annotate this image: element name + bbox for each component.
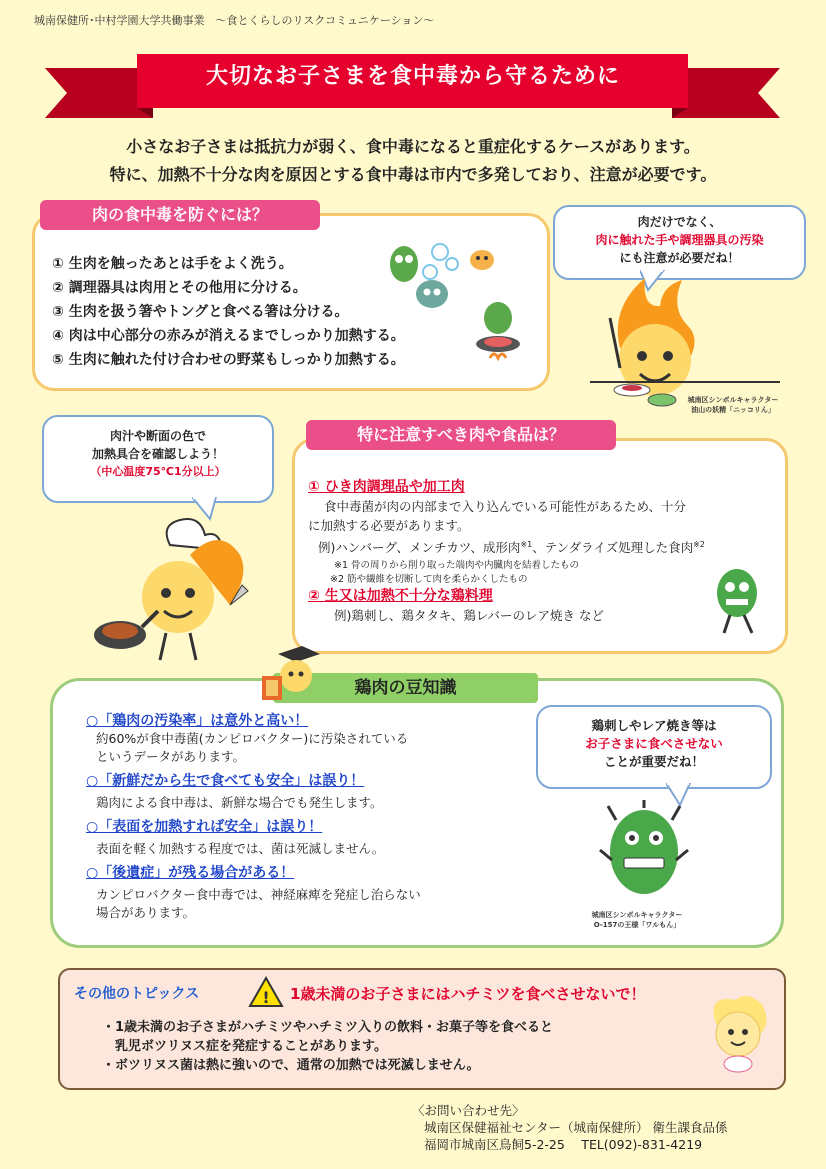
caption-line: 城南区シンボルキャラクター xyxy=(687,396,779,404)
warumon-caption xyxy=(572,910,702,930)
contact-line: 城南区保健福祉センター（城南保健所） 衛生課食品係 xyxy=(424,1120,728,1135)
tip-body xyxy=(86,886,421,922)
intro-line: 特に、加熱不十分な肉を原因とする食中毒は市内で多発しており、注意が必要です。 xyxy=(109,165,717,184)
tip-line: 鶏肉による食中毒は、新鮮な場合でも発生します。 xyxy=(96,795,383,810)
germs-illustration xyxy=(380,232,520,372)
tip-heading: ○「鶏肉の汚染率」は意外と高い！ xyxy=(86,713,309,729)
example-text: 例)ハンバーグ、メンチカツ、成形肉 xyxy=(318,540,521,556)
list-item: ⑤ 生肉に触れた付け合わせの野菜もしっかり加熱する。 xyxy=(52,352,405,368)
footnote: ※1 骨の周りから削り取った端肉や内臓肉を結着したもの xyxy=(334,560,580,572)
contact-line: 福岡市城南区鳥飼5-2-25 TEL(092)-831-4219 xyxy=(424,1137,703,1152)
tip-line: というデータがあります。 xyxy=(96,749,246,764)
tip-line: カンピロバクター食中毒では、神経麻痺を発症し治らない xyxy=(96,887,421,902)
svg-text:!: ! xyxy=(262,988,270,1007)
example-text: 、テンダライズ処理した食肉 xyxy=(532,540,694,556)
tip-body xyxy=(86,730,421,766)
attention-content xyxy=(308,478,778,625)
bubble-line: にも注意が必要だね！ xyxy=(619,251,740,265)
baby-character xyxy=(706,994,770,1074)
chicken-tips xyxy=(86,712,421,928)
speech-bubble-top xyxy=(553,205,806,280)
prevent-title: 肉の食中毒を防ぐには？ xyxy=(40,200,320,230)
footnote-mark: ※2 xyxy=(693,540,705,549)
attention-heading-2: ② 生又は加熱不十分な鶏料理 xyxy=(308,588,493,605)
contact-label: 〈お問い合わせ先〉 xyxy=(412,1103,525,1118)
caption-line: 城南区シンボルキャラクター xyxy=(591,911,683,919)
tip-line: 場合があります。 xyxy=(96,905,196,920)
warumon-character xyxy=(596,800,692,904)
other-topics-title: その他のトピックス xyxy=(74,986,200,1002)
prevent-list xyxy=(52,252,405,372)
attention-example-1 xyxy=(308,535,778,557)
attention-paragraph: に加熱する必要があります。 xyxy=(308,518,470,533)
germ-character-small xyxy=(712,565,762,637)
bubble-line: ことが重要だね！ xyxy=(603,754,704,769)
honey-warning: 1歳未満のお子さまにはハチミツを食べさせないで！ xyxy=(290,985,646,1003)
bubble-line: 鶏刺しやレア焼き等は xyxy=(591,718,717,733)
header-note: 城南保健所･中村学園大学共働事業 ～食とくらしのリスクコミュニケーション～ xyxy=(34,14,435,27)
contact-info xyxy=(412,1102,727,1153)
intro-text xyxy=(0,133,826,189)
attention-example-2: 例)鶏刺し、鶏タタキ、鶏レバーのレア焼き など xyxy=(334,608,604,624)
chicken-title: 鶏肉の豆知識 xyxy=(273,673,538,703)
chef-character xyxy=(90,515,270,665)
topic-line: ・ボツリヌス菌は熱に強いので、通常の加熱では死滅しません。 xyxy=(102,1058,480,1073)
attention-title: 特に注意すべき肉や食品は？ xyxy=(306,420,616,450)
caption-line: 油山の妖精「ニッコリん」 xyxy=(691,406,775,414)
scholar-character-icon xyxy=(262,646,324,702)
tip-heading: ○「新鮮だから生で食べても安全」は誤り！ xyxy=(86,773,365,789)
speech-bubble-right xyxy=(536,705,772,789)
attention-paragraph: 食中毒菌が肉の内部まで入り込んでいる可能性があるため、十分 xyxy=(324,499,687,514)
topic-line: 乳児ボツリヌス症を発症することがあります。 xyxy=(102,1039,387,1054)
topic-line: ・1歳未満のお子さまがハチミツやハチミツ入りの飲料・お菓子等を食べると xyxy=(102,1020,554,1035)
page-title: 大切なお子さまを食中毒から守るために xyxy=(205,64,620,89)
list-item: ② 調理器具は肉用とその他用に分ける。 xyxy=(52,280,307,296)
nikkorin-caption xyxy=(668,395,798,415)
list-item: ④ 肉は中心部分の赤みが消えるまでしっかり加熱する。 xyxy=(52,328,405,344)
tip-heading: ○「表面を加熱すれば安全」は誤り！ xyxy=(86,819,323,835)
footnote-mark: ※1 xyxy=(520,540,533,549)
speech-bubble-left xyxy=(42,415,274,503)
warning-icon xyxy=(248,976,284,1008)
tip-heading: ○「後遺症」が残る場合がある！ xyxy=(86,865,295,881)
tip-line: 約60%が食中毒菌(カンピロバクター)に汚染されている xyxy=(96,731,409,746)
bubble-line-highlight: お子さまに食べさせない xyxy=(585,736,723,751)
footnote: ※2 筋や繊維を切断して肉を柔らかくしたもの xyxy=(330,574,528,586)
list-item: ③ 生肉を扱う箸やトングと食べる箸は分ける。 xyxy=(52,304,349,320)
tip-body xyxy=(86,794,421,812)
tip-body xyxy=(86,840,421,858)
attention-heading-1: ① ひき肉調理品や加工肉 xyxy=(308,479,465,495)
intro-line: 小さなお子さまは抵抗力が弱く、食中毒になると重症化するケースがあります。 xyxy=(126,137,700,156)
bubble-line: 肉だけでなく、 xyxy=(637,215,722,229)
bubble-line-highlight: （中心温度75℃1分以上） xyxy=(90,465,226,478)
list-item: ① 生肉を触ったあとは手をよく洗う。 xyxy=(52,256,293,272)
caption-line: O-157の王様「ワルもん」 xyxy=(593,921,681,929)
other-topics-body xyxy=(102,1018,553,1075)
bubble-line: 加熱具合を確認しよう！ xyxy=(91,447,224,461)
bubble-line: 肉汁や断面の色で xyxy=(109,429,206,443)
bubble-line-highlight: 肉に触れた手や調理器具の汚染 xyxy=(595,233,764,247)
tip-line: 表面を軽く加熱する程度では、菌は死滅しません。 xyxy=(96,841,385,856)
